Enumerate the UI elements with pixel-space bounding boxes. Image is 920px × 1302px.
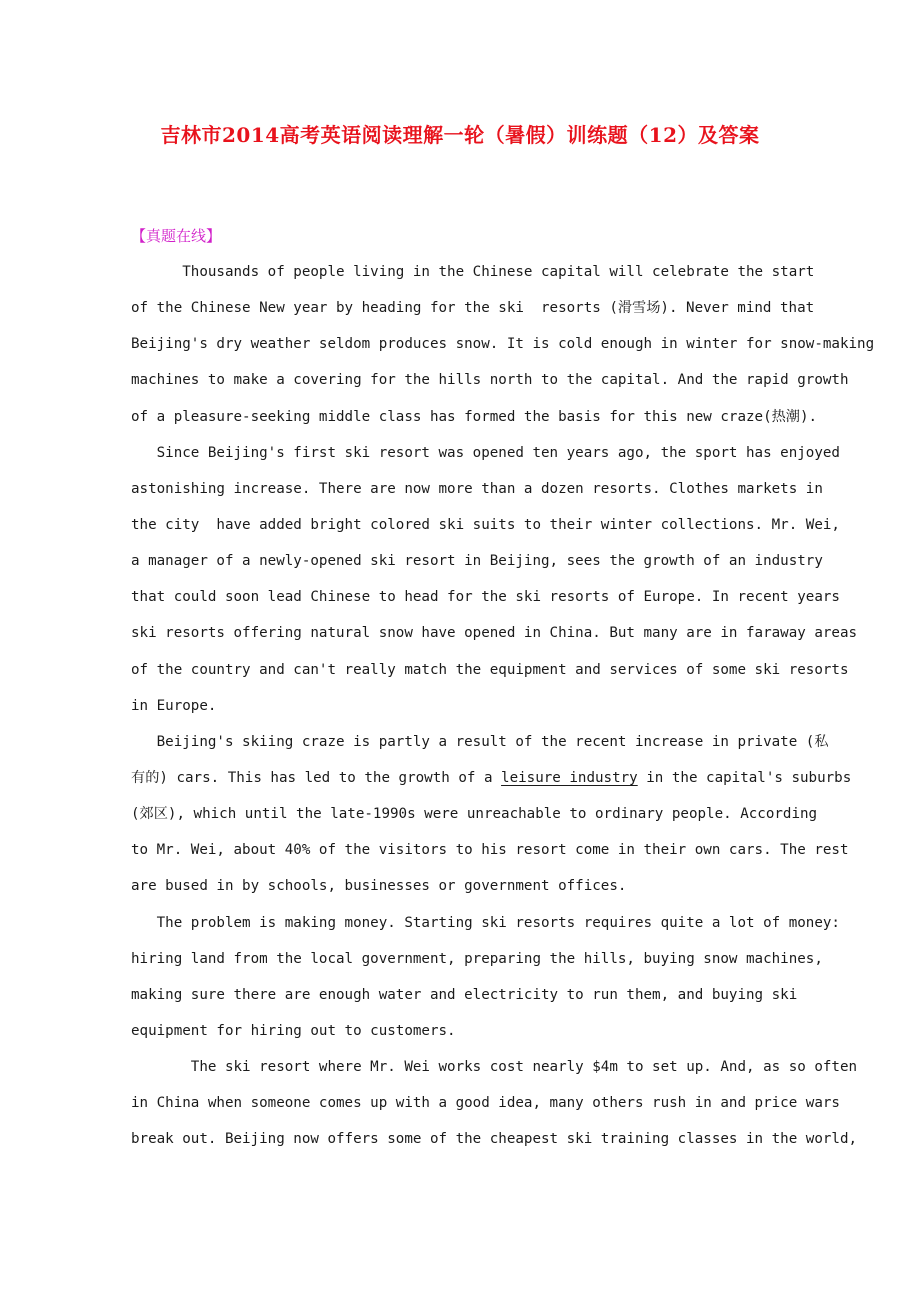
passage-line: machines to make a covering for the hills north to the capital. And the rapid growth — [131, 372, 849, 389]
passage-line: to Mr. Wei, about 40% of the visitors to his resort come in their own cars. The rest — [131, 842, 849, 859]
underlined-term: leisure industry — [501, 769, 638, 786]
passage-body — [131, 254, 875, 1158]
document-title: 吉林市2014高考英语阅读理解一轮（暑假）训练题（12）及答案 — [160, 123, 760, 147]
passage-line: of the Chinese New year by heading for the ski resorts (滑雪场). Never mind that — [131, 300, 815, 317]
passage-line: Beijing's dry weather seldom produces snow. It is cold enough in winter for snow-making — [131, 336, 875, 353]
passage-line: making sure there are enough water and electricity to run them, and buying ski — [131, 986, 798, 1003]
line-segment: in the capital's suburbs — [637, 769, 852, 786]
passage-line: in Europe. — [131, 697, 217, 714]
passage-line: break out. Beijing now offers some of the cheapest ski training classes in the world, — [131, 1131, 858, 1148]
passage-line: The problem is making money. Starting ski resorts requires quite a lot of money: — [131, 914, 840, 931]
section-label: 【真题在线】 — [131, 227, 222, 245]
passage-line: equipment for hiring out to customers. — [131, 1022, 456, 1039]
passage-line: that could soon lead Chinese to head for the ski resorts of Europe. In recent years — [131, 589, 840, 606]
passage-line: The ski resort where Mr. Wei works cost nearly $4m to set up. And, as so often — [131, 1059, 858, 1076]
passage-line: the city have added bright colored ski suits to their winter collections. Mr. Wei, — [131, 516, 840, 533]
passage-line: a manager of a newly-opened ski resort in Beijing, sees the growth of an industry — [131, 553, 823, 570]
line-segment: 有的) cars. This has led to the growth of a — [131, 769, 502, 786]
passage-line: ski resorts offering natural snow have opened in China. But many are in faraway areas — [131, 625, 858, 642]
passage-line-with-underline — [131, 760, 852, 796]
passage-line: Beijing's skiing craze is partly a result of the recent increase in private (私 — [131, 733, 829, 750]
passage-line: of a pleasure-seeking middle class has formed the basis for this new craze(热潮). — [131, 408, 818, 425]
passage-line: astonishing increase. There are now more than a dozen resorts. Clothes markets in — [131, 480, 823, 497]
passage-line: hiring land from the local government, preparing the hills, buying snow machines, — [131, 950, 823, 967]
passage-line: in China when someone comes up with a good idea, many others rush in and price wars — [131, 1095, 840, 1112]
passage-line: are bused in by schools, businesses or government offices. — [131, 878, 627, 895]
passage-line: of the country and can't really match the equipment and services of some ski resorts — [131, 661, 849, 678]
passage-line: Since Beijing's first ski resort was opened ten years ago, the sport has enjoyed — [131, 444, 840, 461]
passage-line: (郊区), which until the late-1990s were unreachable to ordinary people. According — [131, 806, 818, 823]
passage-line: Thousands of people living in the Chinese capital will celebrate the start — [131, 264, 815, 280]
